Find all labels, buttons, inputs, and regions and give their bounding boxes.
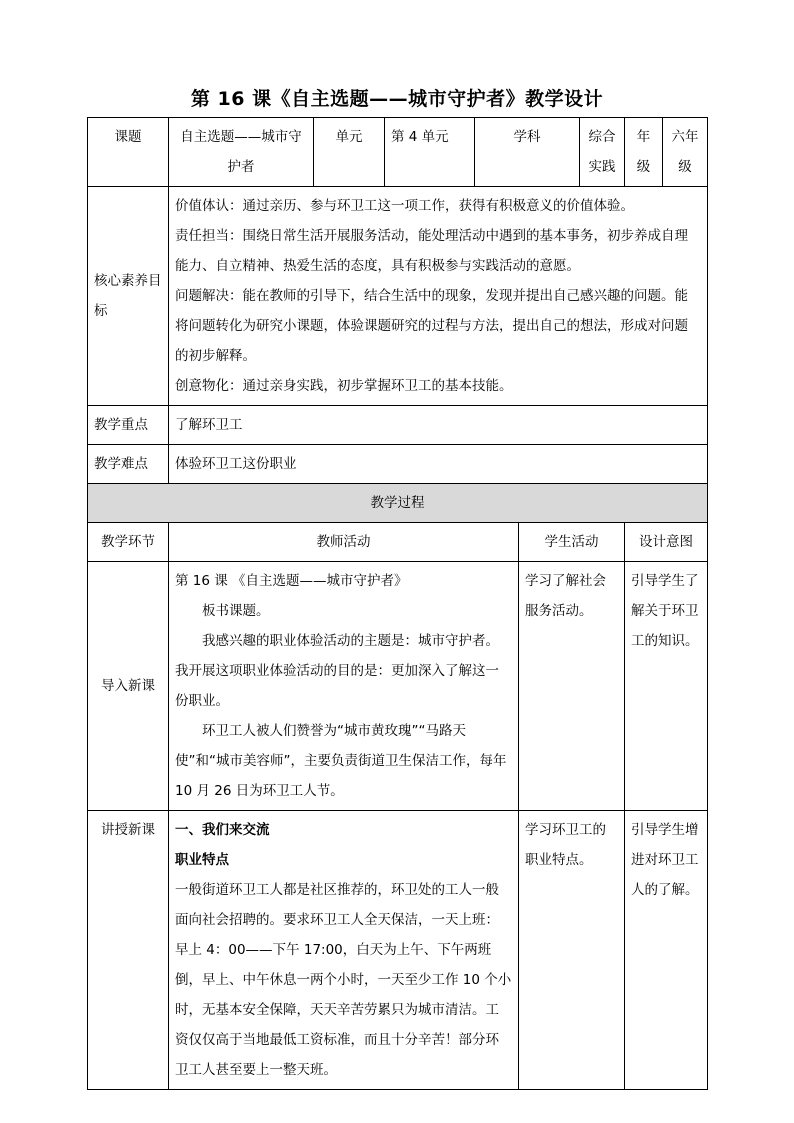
unit-value: 第 4 单元 bbox=[385, 118, 475, 187]
column-teacher: 教师活动 bbox=[169, 523, 519, 562]
teacher-cell bbox=[169, 811, 519, 1090]
key-point-row bbox=[88, 406, 708, 445]
lesson-plan-table bbox=[87, 117, 708, 1090]
teacher-line: 板书课题。 bbox=[202, 603, 270, 619]
table-row bbox=[88, 562, 708, 811]
grade-label: 年级 bbox=[625, 118, 663, 187]
lesson-value: 自主选题——城市守护者 bbox=[169, 118, 314, 187]
core-goal-value: 价值体认：通过亲历、参与环卫工这一项工作，获得有积极意义的价值体验。 bbox=[175, 198, 634, 214]
teacher-line: 环卫工人被人们赞誉为“城市黄玫瑰”“马路天使”和“城市美容师”，主要负责街道卫生保洁工作，每年 10 月 26 日为环卫工人节。 bbox=[175, 723, 507, 799]
process-columns-row bbox=[88, 523, 708, 562]
column-stage: 教学环节 bbox=[88, 523, 169, 562]
core-goals-row bbox=[88, 187, 708, 406]
subsection-heading: 职业特点 bbox=[175, 852, 229, 868]
stage-cell: 导入新课 bbox=[88, 562, 169, 811]
document-title: 第 16 课《自主选题——城市守护者》教学设计 bbox=[190, 88, 604, 110]
core-goal-creativity: 创意物化：通过亲身实践，初步掌握环卫工的基本技能。 bbox=[175, 378, 513, 394]
column-intent: 设计意图 bbox=[625, 523, 708, 562]
teacher-cell bbox=[169, 562, 519, 811]
difficult-point-label: 教学难点 bbox=[88, 445, 169, 484]
core-goal-responsibility: 责任担当：围绕日常生活开展服务活动，能处理活动中遇到的基本事务，初步养成自理能力、自立精神、热爱生活的态度，具有积极参与实践活动的意愿。 bbox=[175, 228, 688, 274]
student-cell: 学习环卫工的职业特点。 bbox=[519, 811, 625, 1090]
subject-label: 学科 bbox=[475, 118, 580, 187]
lesson-label: 课题 bbox=[88, 118, 169, 187]
subject-value: 综合实践 bbox=[580, 118, 625, 187]
process-header: 教学过程 bbox=[88, 484, 708, 523]
table-row bbox=[88, 811, 708, 1090]
key-point-value: 了解环卫工 bbox=[169, 406, 708, 445]
column-student: 学生活动 bbox=[519, 523, 625, 562]
teacher-line: 一般街道环卫工人都是社区推荐的，环卫处的工人一般面向社会招聘的。要求环卫工人全天保洁，一天上班：早上 4：00——下午 17:00，白天为上午、下午两班倒，早上、中午休息一两个小时，一天至少工作 10 个小时，无基本安全保障，天天辛苦劳累只为城市清洁。工资仅仅高于当地最低工资标准，而且十分辛苦！部分环卫工人甚至要上一整天班。 bbox=[175, 882, 512, 1078]
student-cell: 学习了解社会服务活动。 bbox=[519, 562, 625, 811]
info-row bbox=[88, 118, 708, 187]
stage-cell: 讲授新课 bbox=[88, 811, 169, 1090]
section-heading: 一、我们来交流 bbox=[175, 822, 270, 838]
process-header-row bbox=[88, 484, 708, 523]
difficult-point-value: 体验环卫工这份职业 bbox=[169, 445, 708, 484]
intent-cell: 引导学生增进对环卫工人的了解。 bbox=[625, 811, 708, 1090]
core-goals-label: 核心素养目标 bbox=[88, 187, 169, 406]
grade-value: 六年级 bbox=[663, 118, 708, 187]
key-point-label: 教学重点 bbox=[88, 406, 169, 445]
teacher-line: 我感兴趣的职业体验活动的主题是：城市守护者。我开展这项职业体验活动的目的是：更加深入了解这一份职业。 bbox=[175, 633, 499, 709]
core-goals-content bbox=[169, 187, 708, 406]
core-goal-problem-solving: 问题解决：能在教师的引导下，结合生活中的现象，发现并提出自己感兴趣的问题。能将问题转化为研究小课题，体验课题研究的过程与方法，提出自己的想法，形成对问题的初步解释。 bbox=[175, 288, 688, 364]
difficult-point-row bbox=[88, 445, 708, 484]
teacher-line: 第 16 课 《自主选题——城市守护者》 bbox=[175, 573, 408, 589]
intent-cell: 引导学生了解关于环卫工的知识。 bbox=[625, 562, 708, 811]
unit-label: 单元 bbox=[314, 118, 385, 187]
